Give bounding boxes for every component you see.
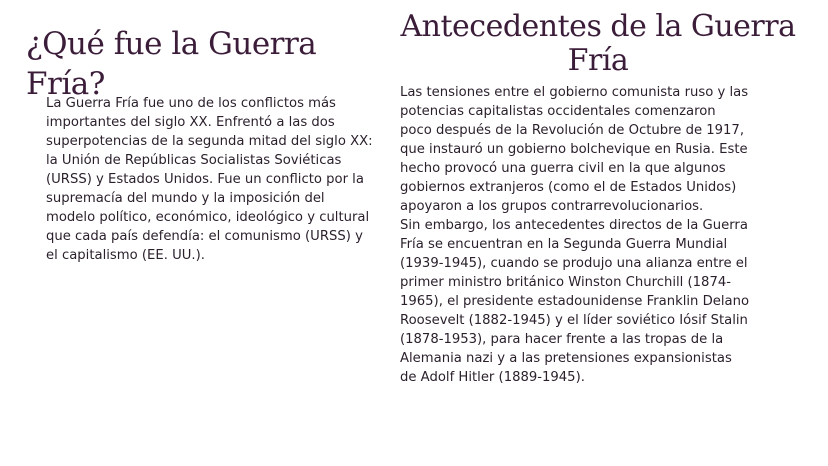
- left-title: ¿Qué fue la Guerra Fría?: [26, 26, 317, 102]
- left-body-text: La Guerra Fría fue uno de los conflictos más importantes del siglo XX. Enfrentó a las dos superpotencias de la segunda mitad del siglo XX: la Unión de Repúblicas Socialistas Soviéticas (URSS) y Estados Unidos. Fue un conflicto por la supremacía del mundo y la imposición del modelo político, económico, ideológico y cultural que cada país defendía: el comunismo (URSS) y el capitalismo (EE. UU.).: [46, 96, 373, 263]
- right-paragraph-1: Las tensiones entre el gobierno comunista ruso y las potencias capitalistas occidentales comenzaron poco después de la Revolución de Octubre de 1917, que instauró un gobierno bolchevique en Rusia. Este hecho provocó una guerra civil en la que algunos gobiernos extranjeros (como el de Estados Unidos) apoyaron a los grupos contrarrevolucionarios.: [400, 85, 749, 214]
- right-body-text: [400, 83, 750, 387]
- right-title: Antecedentes de la Guerra Fría: [400, 9, 796, 78]
- right-paragraph-2: Sin embargo, los antecedentes directos de la Guerra Fría se encuentran en la Segunda Guerra Mundial (1939-1945), cuando se produjo una alianza entre el primer ministro británico Winston Churchill (1874-1965), el presidente estadounidense Franklin Delano Roosevelt (1882-1945) y el líder soviético Iósif Stalin (1878-1953), para hacer frente a las tropas de la Alemania nazi y a las pretensiones expansionistas de Adolf Hitler (1889-1945).: [400, 218, 750, 385]
